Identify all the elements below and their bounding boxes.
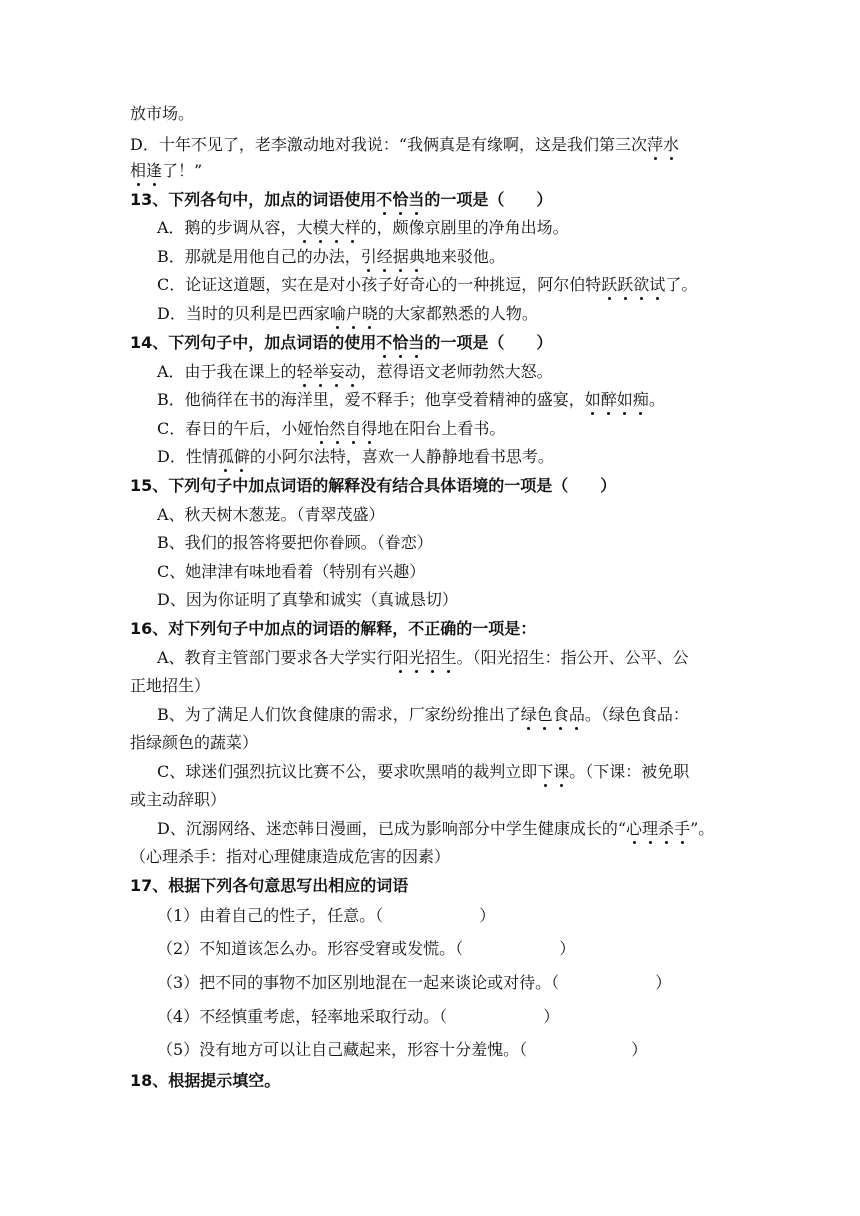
option-16-d-line1 xyxy=(157,819,714,839)
dotted-char: 阳 xyxy=(392,648,409,667)
dotted-char: 样 xyxy=(344,218,361,237)
text: 的一项是（ ） xyxy=(424,333,553,352)
line-continuation: 放市场。 xyxy=(130,104,195,123)
option-13-a xyxy=(157,218,569,238)
dotted-char: 不 xyxy=(376,333,393,352)
dotted-char: 轻 xyxy=(296,362,313,381)
sub-question-4 xyxy=(157,1007,559,1027)
option-14-a xyxy=(157,362,553,382)
dotted-char: 喻 xyxy=(329,304,346,323)
sub-question-2 xyxy=(157,939,575,959)
text: D、沉溺网络、迷恋韩日漫画，已成为影响部分中学生健康成长的“ xyxy=(157,819,627,838)
dotted-char: 大 xyxy=(296,218,313,237)
dotted-char: 下 xyxy=(537,762,554,781)
dotted-char: 举 xyxy=(312,362,329,381)
text: （2）不知道该怎么办。形容受窘或发慌。（ xyxy=(157,939,464,958)
dotted-char: 恰 xyxy=(392,333,409,352)
dotted-char: 僻 xyxy=(233,447,250,466)
dotted-char: 晓 xyxy=(361,304,378,323)
text: （3）把不同的事物不加区别地混在一起来谈论或对待。（ xyxy=(157,973,560,992)
text: 。 xyxy=(648,390,665,409)
text: C．春日的午后，小娅 xyxy=(157,419,314,438)
dotted-char: 孤 xyxy=(217,447,234,466)
dotted-char: 典 xyxy=(408,247,425,266)
question-17: 17、根据下列各句意思写出相应的词语 xyxy=(130,876,409,895)
option-12-d-line2 xyxy=(130,161,202,181)
dotted-char: 动 xyxy=(344,362,361,381)
dotted-char: 不 xyxy=(376,190,393,209)
dotted-char: 当 xyxy=(408,190,425,209)
text: A、教育主管部门要求各大学实行 xyxy=(157,648,393,667)
sub-question-5 xyxy=(157,1040,647,1060)
text: A．鹅的步调从容， xyxy=(157,218,297,237)
text: ） xyxy=(655,973,672,992)
dotted-char: 相 xyxy=(130,161,147,180)
text: 的，颇像京剧里的净角出场。 xyxy=(360,218,569,237)
text: C．论证这道题，实在是对小孩子好奇心的一种挑逗，阿尔伯特 xyxy=(157,275,602,294)
text: B、为了满足人们饮食健康的需求，厂家纷纷推出了 xyxy=(157,705,521,724)
dotted-char: 食 xyxy=(552,705,569,724)
question-14 xyxy=(130,333,552,353)
dotted-char: 痴 xyxy=(632,390,649,409)
dotted-char: 跃 xyxy=(617,275,634,294)
text: B．他徜徉在书的海洋里，爱不释手；他享受着精神的盛宴， xyxy=(157,390,585,409)
dotted-char: 得 xyxy=(361,419,378,438)
dotted-char: 杀 xyxy=(658,819,675,838)
dotted-char: 水 xyxy=(663,135,680,154)
text: 地来驳他。 xyxy=(424,247,505,266)
dotted-char: 妄 xyxy=(328,362,345,381)
option-16-c-line2: 或主动辞职） xyxy=(130,790,227,809)
text: 的大家都熟悉的人物。 xyxy=(377,304,538,323)
text: （5）没有地方可以让自己藏起来，形容十分羞愧。（ xyxy=(157,1040,528,1059)
option-16-b-line2: 指绿颜色的蔬菜） xyxy=(130,733,259,752)
dotted-char: 生 xyxy=(440,648,457,667)
text: 。（下课：被免职 xyxy=(569,762,690,781)
dotted-char: 萍 xyxy=(647,135,664,154)
option-13-b xyxy=(157,247,505,267)
dotted-char: 理 xyxy=(642,819,659,838)
text: D．当时的贝利是巴西家 xyxy=(157,304,330,323)
question-15: 15、下列句子中加点词语的解释没有结合具体语境的一项是（ ） xyxy=(130,476,617,495)
text: 地在阳台上看书。 xyxy=(377,419,506,438)
text: ） xyxy=(543,1007,560,1026)
dotted-char: 当 xyxy=(408,333,425,352)
dotted-char: 如 xyxy=(616,390,633,409)
dotted-char: 怡 xyxy=(313,419,330,438)
text: A．由于我在课上的 xyxy=(157,362,297,381)
option-14-d xyxy=(157,447,554,467)
text: ”。 xyxy=(690,819,715,838)
dotted-char: 试 xyxy=(649,275,666,294)
dotted-char: 色 xyxy=(536,705,553,724)
dotted-char: 课 xyxy=(553,762,570,781)
text: ，惹得语文老师勃然大怒。 xyxy=(360,362,553,381)
option-14-b xyxy=(157,390,665,410)
text: 的一项是（ ） xyxy=(424,190,553,209)
option-15-c: C、她津津有味地看着（特别有兴趣） xyxy=(157,562,426,581)
dotted-char: 引 xyxy=(360,247,377,266)
sub-question-3 xyxy=(157,973,671,993)
text: 。（绿色食品： xyxy=(584,705,689,724)
text: C、球迷们强烈抗议比赛不公，要求吹黑哨的裁判立即 xyxy=(157,762,538,781)
text: 下列各句中，加点的词语使用 xyxy=(168,190,377,209)
text: ） xyxy=(479,906,496,925)
text: 。（阳光招生：指公开、公平、公 xyxy=(456,648,689,667)
question-number: 14、 xyxy=(130,333,169,352)
sub-question-1 xyxy=(157,906,495,926)
option-13-c xyxy=(157,275,697,295)
dotted-char: 户 xyxy=(345,304,362,323)
dotted-char: 恰 xyxy=(392,190,409,209)
dotted-char: 大 xyxy=(328,218,345,237)
dotted-char: 招 xyxy=(424,648,441,667)
question-number: 13、 xyxy=(130,190,169,209)
text: 下列句子中，加点词语的使用 xyxy=(168,333,377,352)
dotted-char: 自 xyxy=(345,419,362,438)
text: D．性情 xyxy=(157,447,218,466)
option-15-d: D、因为你证明了真挚和诚实（真诚恳切） xyxy=(157,590,458,609)
dotted-char: 光 xyxy=(408,648,425,667)
option-15-b: B、我们的报答将要把你眷顾。（眷恋） xyxy=(157,533,433,552)
dotted-char: 醉 xyxy=(600,390,617,409)
dotted-char: 手 xyxy=(674,819,691,838)
dotted-char: 欲 xyxy=(633,275,650,294)
dotted-char: 品 xyxy=(568,705,585,724)
option-12-d-line1 xyxy=(130,135,679,155)
dotted-char: 模 xyxy=(312,218,329,237)
text: （4）不经慎重考虑，轻率地采取行动。（ xyxy=(157,1007,448,1026)
question-16: 16、对下列句子中加点的词语的解释，不正确的一项是： xyxy=(130,619,537,638)
option-16-b-line1 xyxy=(157,705,689,725)
text: ） xyxy=(559,939,576,958)
dotted-char: 逢 xyxy=(146,161,163,180)
dotted-char: 经 xyxy=(376,247,393,266)
text: B．那就是用他自己的办法， xyxy=(157,247,361,266)
dotted-char: 心 xyxy=(626,819,643,838)
option-16-a-line2: 正地招生） xyxy=(130,676,211,695)
question-13 xyxy=(130,190,552,210)
option-13-d xyxy=(157,304,538,324)
text: （1）由着自己的性子，任意。（ xyxy=(157,906,384,925)
text: 的小阿尔法特，喜欢一人静静地看书思考。 xyxy=(249,447,554,466)
dotted-char: 据 xyxy=(392,247,409,266)
option-15-a: A、秋天树木葱茏。（青翠茂盛） xyxy=(157,505,385,524)
text: 了。 xyxy=(665,275,698,294)
text: 了！” xyxy=(162,161,203,180)
option-16-a-line1 xyxy=(157,648,689,668)
option-16-c-line1 xyxy=(157,762,689,782)
dotted-char: 绿 xyxy=(520,705,537,724)
dotted-char: 如 xyxy=(584,390,601,409)
dotted-char: 然 xyxy=(329,419,346,438)
dotted-char: 跃 xyxy=(601,275,618,294)
text: ） xyxy=(631,1040,648,1059)
option-14-c xyxy=(157,419,505,439)
question-18: 18、根据提示填空。 xyxy=(130,1071,281,1090)
option-16-d-line2: （心理杀手：指对心理健康造成危害的因素） xyxy=(130,847,451,866)
text: D．十年不见了，老李激动地对我说：“我俩真是有缘啊，这是我们第三次 xyxy=(130,135,648,154)
